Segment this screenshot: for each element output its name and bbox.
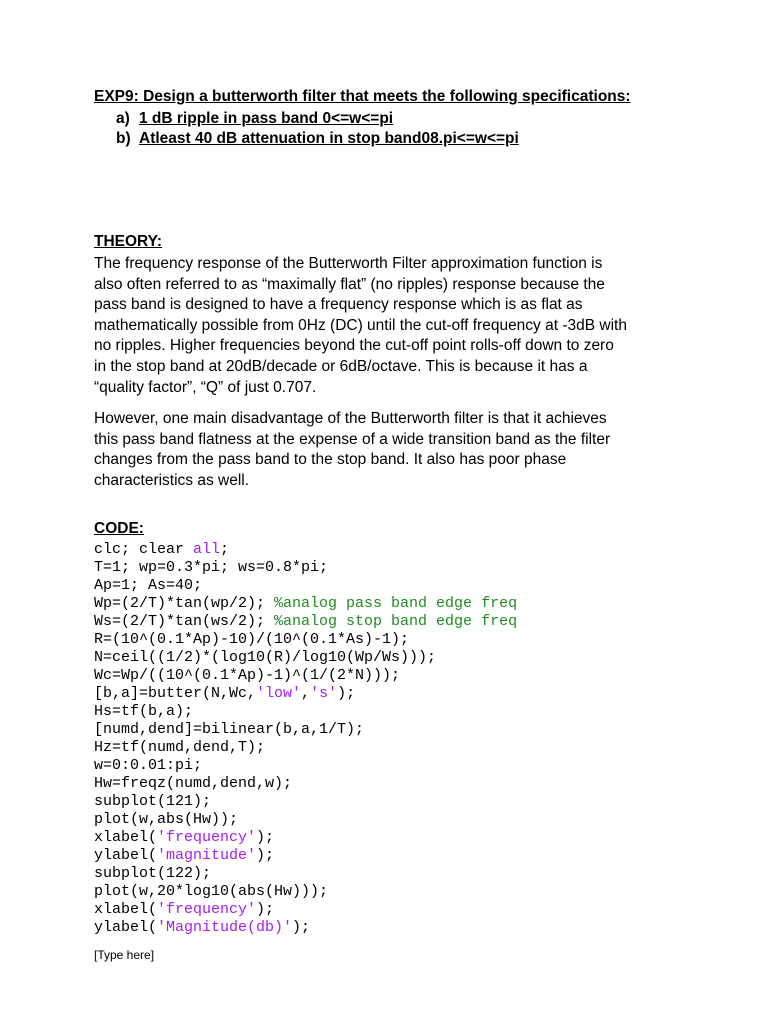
code-comment: %analog pass band edge freq: [274, 595, 518, 612]
code-line: [94, 775, 517, 793]
code-text: Hz=tf(numd,dend,T);: [94, 739, 266, 756]
code-text: ylabel(: [94, 919, 158, 936]
code-line: [94, 667, 517, 685]
code-line: [94, 721, 517, 739]
code-line: [94, 649, 517, 667]
code-text: ylabel(: [94, 847, 158, 864]
paragraph-line: However, one main disadvantage of the Butterworth filter is that it achieves: [94, 410, 607, 427]
code-text: );: [256, 901, 275, 918]
code-text: N=ceil((1/2)*(log10(R)/log10(Wp/Ws)));: [94, 649, 437, 666]
code-block: [94, 541, 517, 937]
code-line: [94, 811, 517, 829]
code-token: 'frequency': [157, 901, 257, 918]
code-text: Hw=freqz(numd,dend,w);: [94, 775, 293, 792]
spec-text: 1 dB ripple in pass band 0<=w<=pi: [139, 110, 394, 127]
code-line: [94, 613, 517, 631]
code-text: plot(w,20*log10(abs(Hw)));: [94, 883, 329, 900]
code-token: 's': [310, 685, 338, 702]
code-text: xlabel(: [94, 829, 158, 846]
code-text: w=0:0.01:pi;: [94, 757, 203, 774]
code-text: Wc=Wp/((10^(0.1*Ap)-1)^(1/(2*N)));: [94, 667, 401, 684]
code-line: [94, 577, 517, 595]
code-text: Wp=(2/T)*tan(wp/2);: [94, 595, 275, 612]
code-text: R=(10^(0.1*Ap)-10)/(10^(0.1*As)-1);: [94, 631, 410, 648]
specification-list: [116, 109, 519, 149]
code-comment: %analog stop band edge freq: [274, 613, 518, 630]
code-line: [94, 685, 517, 703]
code-line: [94, 739, 517, 757]
code-text: ,: [301, 685, 311, 702]
code-text: clc; clear: [94, 541, 194, 558]
spec-item: [116, 109, 519, 129]
spec-item: [116, 129, 519, 149]
code-line: [94, 541, 517, 559]
code-token: 'low': [256, 685, 302, 702]
code-text: Ws=(2/T)*tan(ws/2);: [94, 613, 275, 630]
footer-placeholder: [Type here]: [94, 948, 155, 962]
paragraph-line: no ripples. Higher frequencies beyond the cut-off point rolls-off down to zero: [94, 337, 614, 355]
spec-marker: b): [116, 130, 131, 147]
code-line: [94, 631, 517, 649]
code-text: );: [256, 847, 275, 864]
paragraph-line: this pass band flatness at the expense of a wide transition band as the filter: [94, 430, 611, 448]
code-text: ;: [220, 541, 230, 558]
code-line: [94, 865, 517, 883]
code-line: [94, 793, 517, 811]
code-text: xlabel(: [94, 901, 158, 918]
code-text: subplot(122);: [94, 865, 212, 882]
paragraph-line: “quality factor”, “Q” of just 0.707.: [94, 378, 317, 396]
paragraph-line: changes from the pass band to the stop band. It also has poor phase: [94, 451, 567, 469]
code-line: [94, 595, 517, 613]
code-token: 'Magnitude(db)': [157, 919, 293, 936]
spec-marker: a): [116, 110, 130, 127]
code-line: [94, 847, 517, 865]
experiment-heading: EXP9: Design a butterworth filter that meets the following specifications:: [94, 88, 631, 105]
code-text: );: [337, 685, 356, 702]
paragraph-line: characteristics as well.: [94, 471, 250, 489]
code-line: [94, 757, 517, 775]
spec-text: Atleast 40 dB attenuation in stop band08.pi<=w<=pi: [139, 130, 519, 147]
paragraph-line: also often referred to as “maximally flat” (no ripples) response because the: [94, 275, 605, 293]
paragraph-line: in the stop band at 20dB/decade or 6dB/octave. This is because it has a: [94, 357, 588, 375]
code-line: [94, 829, 517, 847]
code-token: all: [193, 541, 221, 558]
code-text: [numd,dend]=bilinear(b,a,1/T);: [94, 721, 365, 738]
code-line: [94, 559, 517, 577]
theory-title: THEORY:: [94, 233, 163, 250]
paragraph-line: pass band is designed to have a frequency response which is as flat as: [94, 296, 583, 314]
code-token: 'frequency': [157, 829, 257, 846]
code-text: Ap=1; As=40;: [94, 577, 203, 594]
theory-paragraph-1: [94, 254, 694, 398]
code-line: [94, 883, 517, 901]
theory-paragraph-2: [94, 409, 694, 491]
code-text: Hs=tf(b,a);: [94, 703, 194, 720]
paragraph-line: mathematically possible from 0Hz (DC) until the cut-off frequency at -3dB with: [94, 316, 627, 334]
paragraph-line: The frequency response of the Butterworth Filter approximation function is: [94, 255, 603, 272]
code-text: T=1; wp=0.3*pi; ws=0.8*pi;: [94, 559, 329, 576]
code-line: [94, 901, 517, 919]
code-token: 'magnitude': [157, 847, 257, 864]
code-line: [94, 919, 517, 937]
code-text: );: [292, 919, 311, 936]
code-line: [94, 703, 517, 721]
code-text: [b,a]=butter(N,Wc,: [94, 685, 257, 702]
code-text: plot(w,abs(Hw));: [94, 811, 239, 828]
code-text: subplot(121);: [94, 793, 212, 810]
code-title: CODE:: [94, 520, 144, 537]
code-text: );: [256, 829, 275, 846]
